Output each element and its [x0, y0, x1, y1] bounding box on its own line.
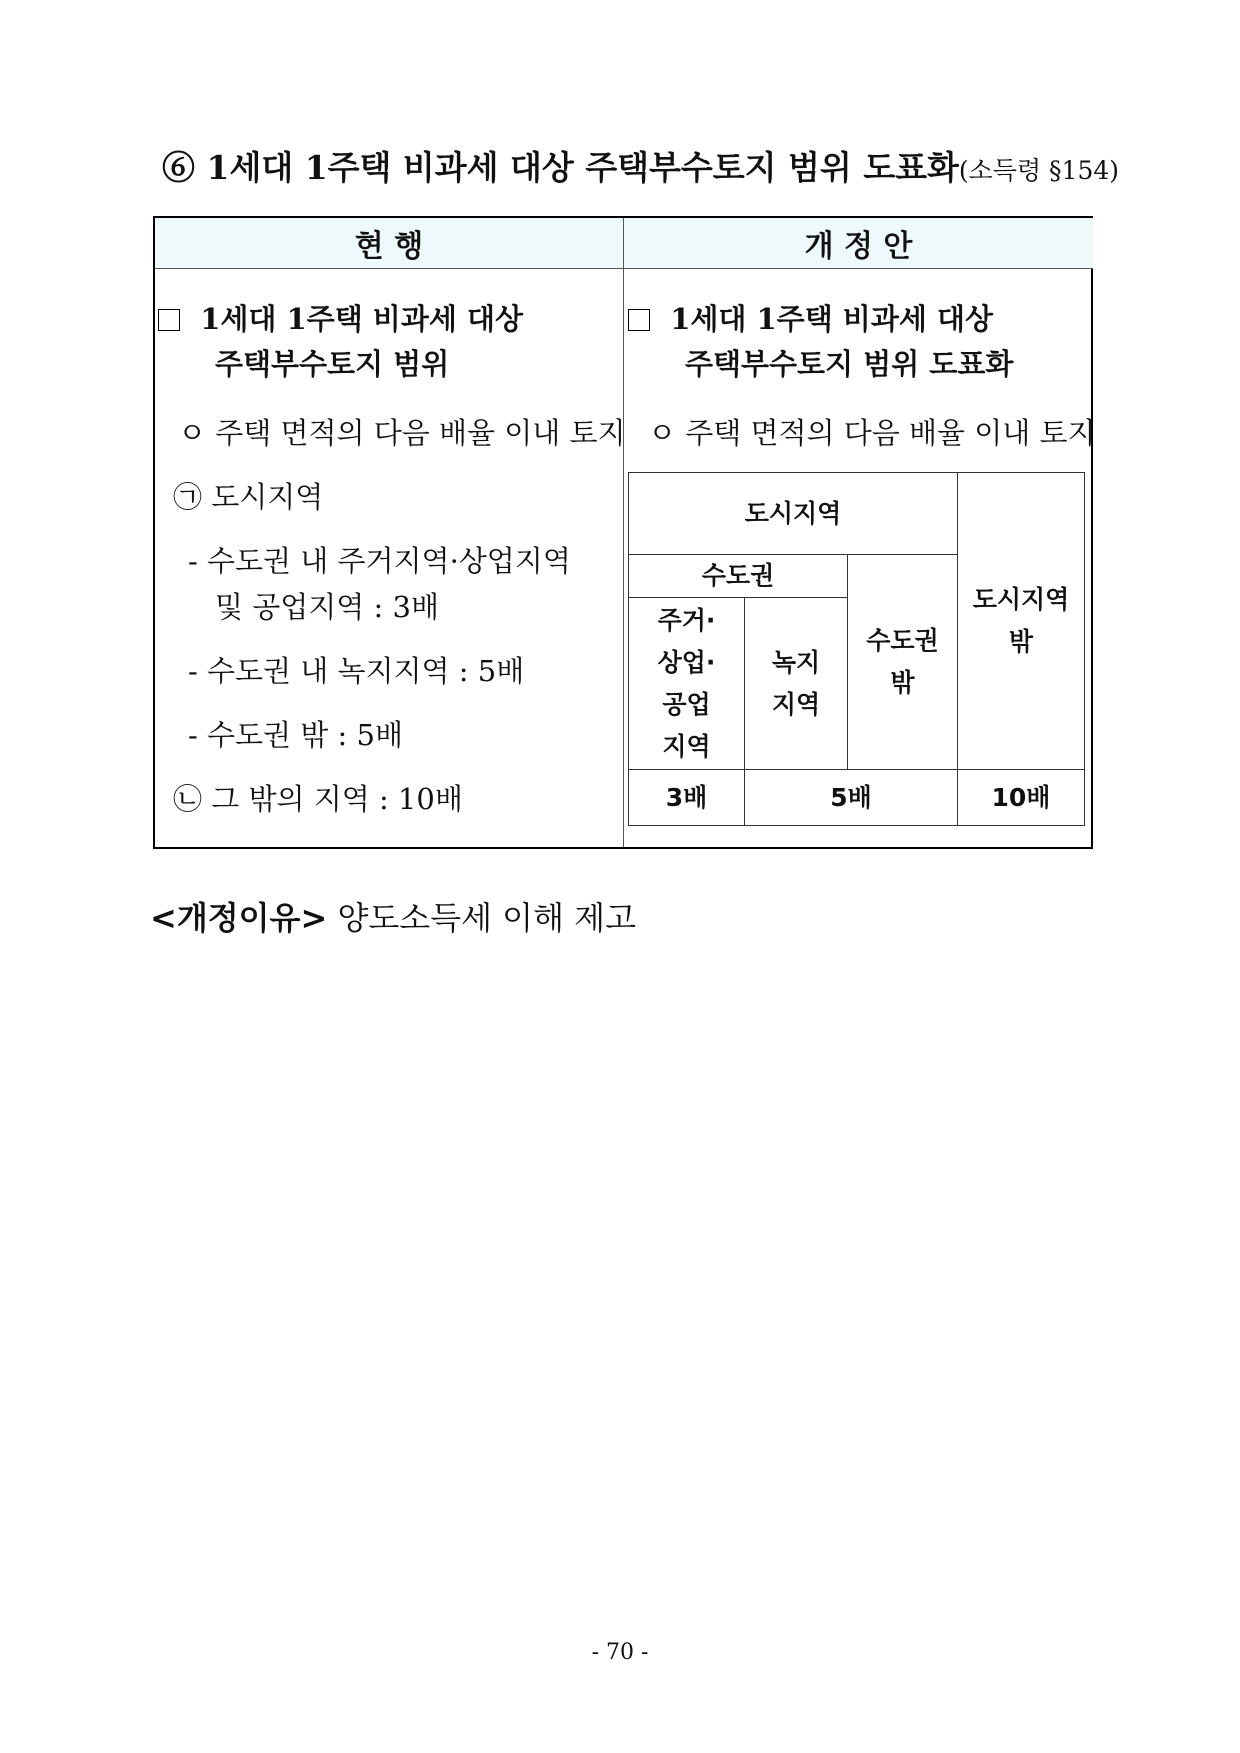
current-item-urban: ㉠ 도시지역	[173, 480, 324, 514]
legal-reference: (소득령 §154)	[958, 156, 1120, 185]
diagram-capital-area: 수도권	[628, 554, 848, 598]
amendment-reason	[150, 893, 636, 939]
current-heading-line2: 주택부수토지 범위	[215, 347, 450, 381]
diagram-outside-capital: 수도권 밖	[847, 554, 958, 770]
current-sub1-line2: 및 공업지역 : 3배	[215, 590, 439, 624]
current-sub3: - 수도권 밖 : 5배	[188, 718, 403, 752]
checkbox-square-icon	[158, 309, 180, 331]
diagram-residential-commercial-industrial: 주거· 상업· 공업 지역	[628, 597, 745, 770]
diagram-green-area: 녹지 지역	[744, 597, 848, 770]
proposed-heading-line2: 주택부수토지 범위 도표화	[685, 347, 1014, 381]
current-sub2: - 수도권 내 녹지지역 : 5배	[188, 654, 525, 688]
amendment-reason-label: <개정이유>	[150, 899, 328, 937]
current-bullet: ㅇ 주택 면적의 다음 배율 이내 토지	[178, 416, 626, 450]
header-proposed: 개 정 안	[624, 218, 1093, 269]
diagram-outside-urban: 도시지역 밖	[957, 472, 1085, 770]
section-title	[162, 142, 1119, 189]
diagram-ratio-5: 5배	[744, 769, 958, 826]
amendment-reason-text: 양도소득세 이해 제고	[337, 899, 637, 937]
column-divider	[623, 218, 624, 847]
diagram-ratio-3: 3배	[628, 769, 745, 826]
proposed-heading-line1: 1세대 1주택 비과세 대상	[628, 297, 993, 338]
land-ratio-diagram	[628, 472, 1085, 826]
page-number: - 70 -	[591, 1640, 649, 1665]
diagram-urban-area: 도시지역	[628, 472, 958, 555]
current-sub1-line1: - 수도권 내 주거지역·상업지역	[188, 544, 571, 578]
current-item-other: ㉡ 그 밖의 지역 : 10배	[173, 782, 463, 816]
header-current: 현 행	[155, 218, 623, 269]
current-heading-line1: 1세대 1주택 비과세 대상	[158, 297, 523, 338]
section-title-text: ⑥ 1세대 1주택 비과세 대상 주택부수토지 범위 도표화	[162, 148, 959, 187]
checkbox-square-icon	[628, 309, 650, 331]
diagram-ratio-10: 10배	[957, 769, 1085, 826]
proposed-bullet: ㅇ 주택 면적의 다음 배율 이내 토지	[648, 416, 1096, 450]
